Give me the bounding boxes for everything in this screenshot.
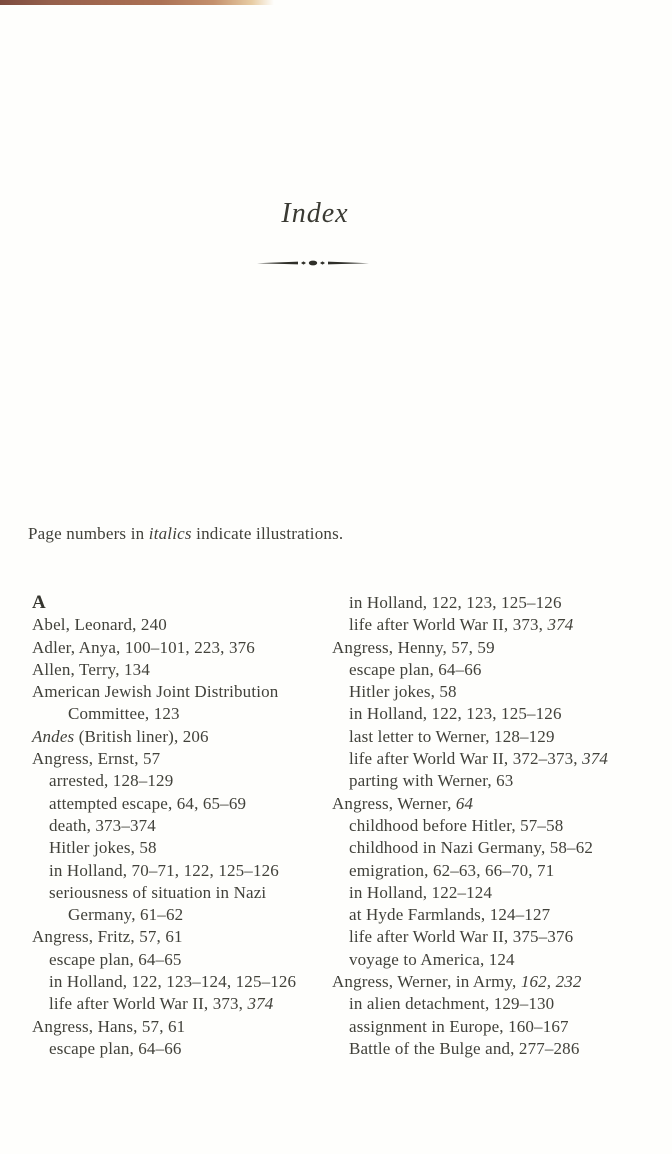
index-entry-text: assignment in Europe, 160–167 xyxy=(349,1016,569,1036)
index-entry xyxy=(332,993,666,1015)
index-entry-text: Angress, Henny, 57, 59 xyxy=(332,637,495,657)
index-entry-text: Angress, Ernst, 57 xyxy=(32,749,161,769)
index-entry-text: life after World War II, 375–376 xyxy=(349,927,574,947)
index-entry xyxy=(32,681,332,703)
index-entry xyxy=(332,793,666,815)
ornament-divider-graphic xyxy=(257,257,369,269)
index-entry-text: 374 xyxy=(547,615,574,635)
index-entry xyxy=(32,614,332,636)
index-entry xyxy=(32,659,332,681)
index-entry xyxy=(332,1038,666,1060)
index-entry-text: Angress, Fritz, 57, 61 xyxy=(32,927,183,947)
index-entry xyxy=(332,681,666,703)
index-entry xyxy=(332,748,666,770)
index-entry-text: Angress, Werner, xyxy=(332,793,456,813)
index-entry xyxy=(332,949,666,971)
index-entry-text: 162, 232 xyxy=(520,972,582,992)
index-entry-text: childhood before Hitler, 57–58 xyxy=(349,815,564,835)
index-entry-text: emigration, 62–63, 66–70, 71 xyxy=(349,860,555,880)
index-entry-text: last letter to Werner, 128–129 xyxy=(349,726,555,746)
index-entry xyxy=(32,926,332,948)
index-entry xyxy=(32,949,332,971)
italics-note xyxy=(28,524,343,544)
index-entry xyxy=(32,703,332,725)
index-entry-text: voyage to America, 124 xyxy=(349,949,515,969)
index-entry xyxy=(32,904,332,926)
index-column-left xyxy=(32,592,332,1060)
index-entry-text: Angress, Werner, in Army, xyxy=(332,972,521,992)
index-entry xyxy=(332,1016,666,1038)
index-entry xyxy=(332,860,666,882)
index-entry-text: in Holland, 122, 123, 125–126 xyxy=(349,593,562,612)
index-entry-text: death, 373–374 xyxy=(49,815,156,835)
index-entry xyxy=(332,837,666,859)
index-entry-text: Allen, Terry, 134 xyxy=(32,659,150,679)
index-entry-text: attempted escape, 64, 65–69 xyxy=(49,793,247,813)
index-entry-text: life after World War II, 373, xyxy=(349,615,548,635)
index-entry-text: in Holland, 122–124 xyxy=(349,882,493,902)
index-entry xyxy=(332,926,666,948)
index-column-right xyxy=(332,592,666,1060)
index-entry-text: Committee, 123 xyxy=(68,704,180,724)
index-entry-text: Battle of the Bulge and, 277–286 xyxy=(349,1038,580,1058)
index-entry xyxy=(32,1016,332,1038)
index-entry xyxy=(32,837,332,859)
index-entry xyxy=(332,904,666,926)
index-entry-text: in alien detachment, 129–130 xyxy=(349,994,555,1014)
index-entry xyxy=(332,703,666,725)
index-entry-text: in Holland, 122, 123–124, 125–126 xyxy=(49,972,297,992)
index-entry xyxy=(32,860,332,882)
index-entry xyxy=(332,882,666,904)
scan-edge-artifact xyxy=(0,0,274,5)
index-entry xyxy=(32,993,332,1015)
index-entry-text: Germany, 61–62 xyxy=(68,905,184,925)
index-entry-text: in Holland, 70–71, 122, 125–126 xyxy=(49,860,279,880)
index-entry xyxy=(332,815,666,837)
index-entry-text: Abel, Leonard, 240 xyxy=(32,615,167,635)
index-entry-text: escape plan, 64–66 xyxy=(349,659,482,679)
index-entry xyxy=(32,815,332,837)
index-entry-text: A xyxy=(32,592,46,613)
index-entry xyxy=(332,770,666,792)
index-entry xyxy=(332,637,666,659)
index-entry xyxy=(332,726,666,748)
index-entry xyxy=(32,726,332,748)
index-entry-text: 374 xyxy=(582,749,609,769)
index-entry xyxy=(32,748,332,770)
index-entry-text: life after World War II, 372–373, xyxy=(349,749,583,769)
index-entry-text: Andes xyxy=(32,726,75,746)
index-entry-text: parting with Werner, 63 xyxy=(349,771,514,791)
index-entry-text: American Jewish Joint Distribution xyxy=(32,682,279,702)
section-letter xyxy=(32,592,332,614)
page-title: Index xyxy=(281,198,349,229)
index-entry-text: in Holland, 122, 123, 125–126 xyxy=(349,704,562,724)
index-entry-text: Adler, Anya, 100–101, 223, 376 xyxy=(32,637,255,657)
index-entry xyxy=(32,637,332,659)
index-entry-text: 64 xyxy=(455,793,474,813)
index-entry xyxy=(332,592,666,614)
note-italic-word: italics xyxy=(148,524,192,543)
index-entry-text: arrested, 128–129 xyxy=(49,771,174,791)
index-entry-text: escape plan, 64–65 xyxy=(49,949,182,969)
index-entry xyxy=(32,793,332,815)
index-entry xyxy=(32,971,332,993)
index-entry xyxy=(32,1038,332,1060)
index-entry-text: (British liner), 206 xyxy=(74,726,209,746)
index-entry xyxy=(332,614,666,636)
index-entry xyxy=(332,971,666,993)
note-text-prefix: Page numbers in xyxy=(28,524,149,543)
index-entry-text: Angress, Hans, 57, 61 xyxy=(32,1016,186,1036)
index-entry-text: Hitler jokes, 58 xyxy=(349,682,457,702)
index-entry-text: Hitler jokes, 58 xyxy=(49,838,157,858)
index-entry-text: escape plan, 64–66 xyxy=(49,1038,182,1058)
index-entry-text: childhood in Nazi Germany, 58–62 xyxy=(349,838,594,858)
index-entry-text: seriousness of situation in Nazi xyxy=(49,882,267,902)
note-text-suffix: indicate illustrations. xyxy=(191,524,344,543)
index-entry xyxy=(32,770,332,792)
index-entry-text: at Hyde Farmlands, 124–127 xyxy=(349,905,551,925)
ornament-divider xyxy=(257,256,369,268)
index-entry-text: 374 xyxy=(247,994,274,1014)
index-entry xyxy=(32,882,332,904)
index-entry-text: life after World War II, 373, xyxy=(49,994,248,1014)
index-entry xyxy=(332,659,666,681)
